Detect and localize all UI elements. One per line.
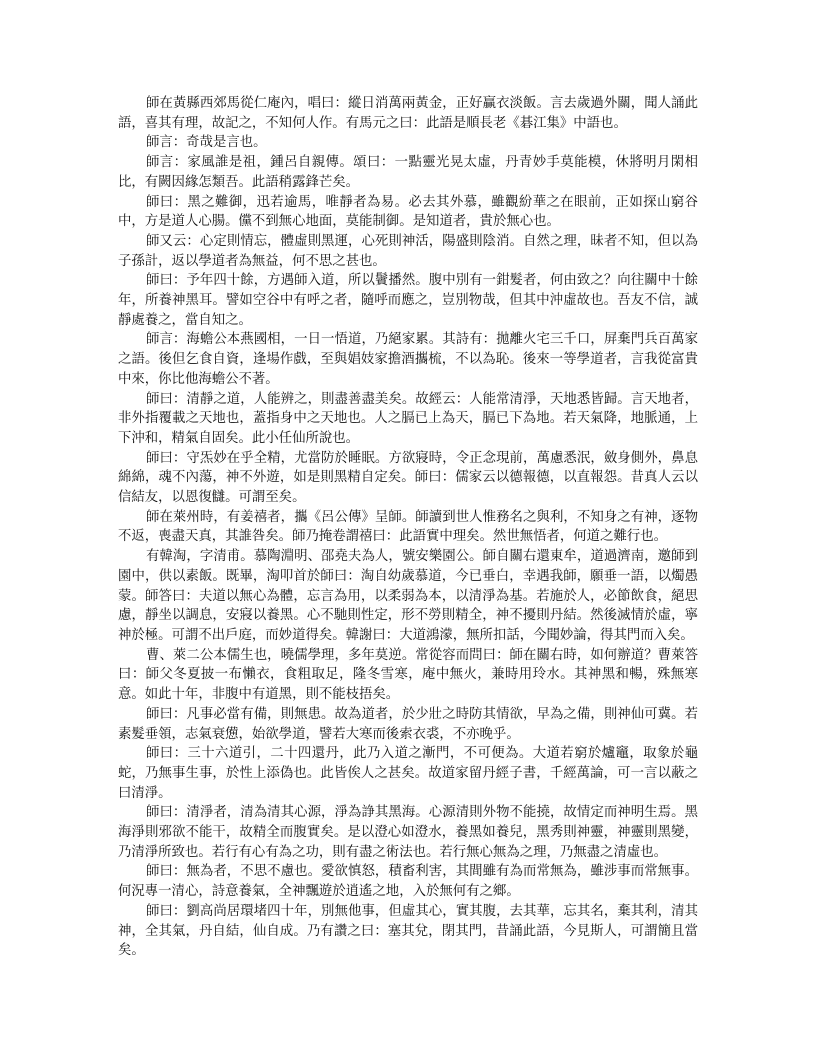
paragraph: 師曰：予年四十餘，方遇師入道，所以鬢播然。腹中別有一鉗髮者，何由致之？向往關中十餘年，所養神黑耳。譬如空谷中有呼之者，隨呼而應之，豈別物哉，但其中沖虛故也。吾友不信，誠靜處養之，當自知之。	[118, 273, 698, 328]
paragraph: 有韓淘，字清甫。慕陶淵明、邵堯夫為人，號安樂園公。師自關右還東牟，道過濟南，邀師到園中，供以素飯。既畢，淘叩首於師曰：淘自幼歲慕道，今已垂白，幸遇我師，願垂一語，以燭愚蒙。師答曰：夫道以無心為體，忘言為用，以柔弱為本，以清淨為基。若施於人，必節飲食，絕思慮，靜坐以調息，安寢以養黑。心不馳則性定，形不勞則精全，神不擾則丹結。然後滅情於虛，寧神於極。可謂不出戶庭，而妙道得矣。韓謝曰：大道鴻濛，無所扣話，今聞妙論，得其門而入矣。	[118, 549, 698, 643]
paragraph: 師曰：無為者，不思不慮也。愛欲慎怒，積畜利害，其間雖有為而常無為，雖涉事而常無事。何況專一清心，詩意養氣，全神飄遊於逍遙之地，入於無何有之鄉。	[118, 864, 698, 900]
paragraph: 師曰：凡事必當有備，則無患。故為道者，於少壯之時防其情欲，早為之備，則神仙可冀。若素髮垂領，志氣衰憊，始欲學道，譬若大寒而後索衣裘，不亦晚乎。	[118, 706, 698, 742]
paragraph: 師曰：三十六道引，二十四還丹，此乃入道之漸門，不可便為。大道若窮於爐竈，取象於龜蛇，乃無事生事，於性上添偽也。此皆俟人之甚矣。故道家留丹經子書，千經萬論，可一言以蔽之曰清淨。	[118, 746, 698, 801]
paragraph: 師言：海蟾公本燕國相，一日一悟道，乃絕家累。其詩有：拋離火宅三千口，屏棄門兵百萬家之語。後但乞食自資，逢場作戲，至與娼妓家擔酒攜梳，不以為恥。後來一等學道者，言我從富貴中來，你比他海蟾公不著。	[118, 332, 698, 387]
paragraph: 師曰：清靜之道，人能辨之，則盡善盡美矣。故經云：人能常清淨，天地悉皆歸。言天地者，非外指覆載之天地也，蓋指身中之天地也。人之膈已上為天，膈已下為地。若天氣降，地脈通，上下沖和，精氣自固矣。此小任仙所說也。	[118, 391, 698, 446]
document-body	[118, 94, 698, 961]
paragraph: 師曰：劉高尚居環堵四十年，別無他事，但虛其心，實其腹，去其華，忘其名，棄其利，清其神，全其氣，丹自結，仙自成。乃有讚之曰：塞其兌，閉其門，昔誦此語，今見斯人，可謂簡且當矣。	[118, 903, 698, 959]
paragraph: 師在黃縣西郊馬從仁庵內，唱曰：縱日消萬兩黃金，正好贏衣淡飯。言去歲過外關，聞人誦此語，喜其有理，故記之，不知何人作。有馬元之曰：此語是順長老《碁江集》中語也。	[118, 96, 698, 131]
paragraph: 師又云：心定則情忘，體虛則黑運，心死則神活，陽盛則陰消。自然之理，昧者不知，但以為子孫計，返以學道者為無益，何不思之甚也。	[118, 233, 698, 269]
paragraph: 師言：奇哉是言也。	[146, 135, 267, 151]
paragraph: 師在萊州時，有姜禧者，攜《呂公傳》呈師。師讀到世人惟務名之與利，不知身之有神，逐物不返，喪盡天真，其誰咎矣。師乃掩卷謂禧曰：此語實中理矣。然世無悟者，何道之難行也。	[118, 509, 698, 545]
paragraph: 師曰：清淨者，清為清其心源，淨為諍其黑海。心源清則外物不能撓，故情定而神明生焉。黑海淨則邪欲不能干，故精全而腹實矣。是以澄心如澄水，養黑如養兒，黑秀則神靈，神靈則黑變，乃清淨所致也。若行有心有為之功，則有盡之術法也。若行無心無為之理，乃無盡之清虛也。	[118, 805, 698, 860]
paragraph: 師曰：黑之難御，迅若逾馬，唯靜者為易。必去其外慕，雖觀紛華之在眼前，正如探山窮谷中，方是道人心腸。儻不到無心地面，莫能制御。是知道者，貴於無心也。	[118, 194, 698, 230]
paragraph: 師曰：守炁妙在乎全精，尤當防於睡眠。方欲寢時，令正念現前，萬慮悉泯，斂身側外，鼻息綿綿，魂不內蕩，神不外遊，如是則黑精自定矣。師曰：儒家云以德報德，以直報怨。昔真人云以信結友，以恩復讎。可謂至矣。	[118, 450, 698, 506]
paragraph: 師言：家風誰是祖，鍾呂自親傳。頌曰：一點靈光晃太虛，丹青妙手莫能模，休將明月閑相比，有闕因緣怎類吾。此語稍露鋒芒矣。	[118, 155, 698, 190]
paragraph: 曹、萊二公本儒生也，曉儒學理，多年莫逆。常從容而問曰：師在關右時，如何辦道？曹萊答曰：師父冬夏披一布懶衣，食粗取足，隆冬雪寒，庵中無火，兼時用玲水。其神黑和暢，殊無寒意。如此十年，非腹中有道黑，則不能枝捂矣。	[118, 647, 698, 703]
